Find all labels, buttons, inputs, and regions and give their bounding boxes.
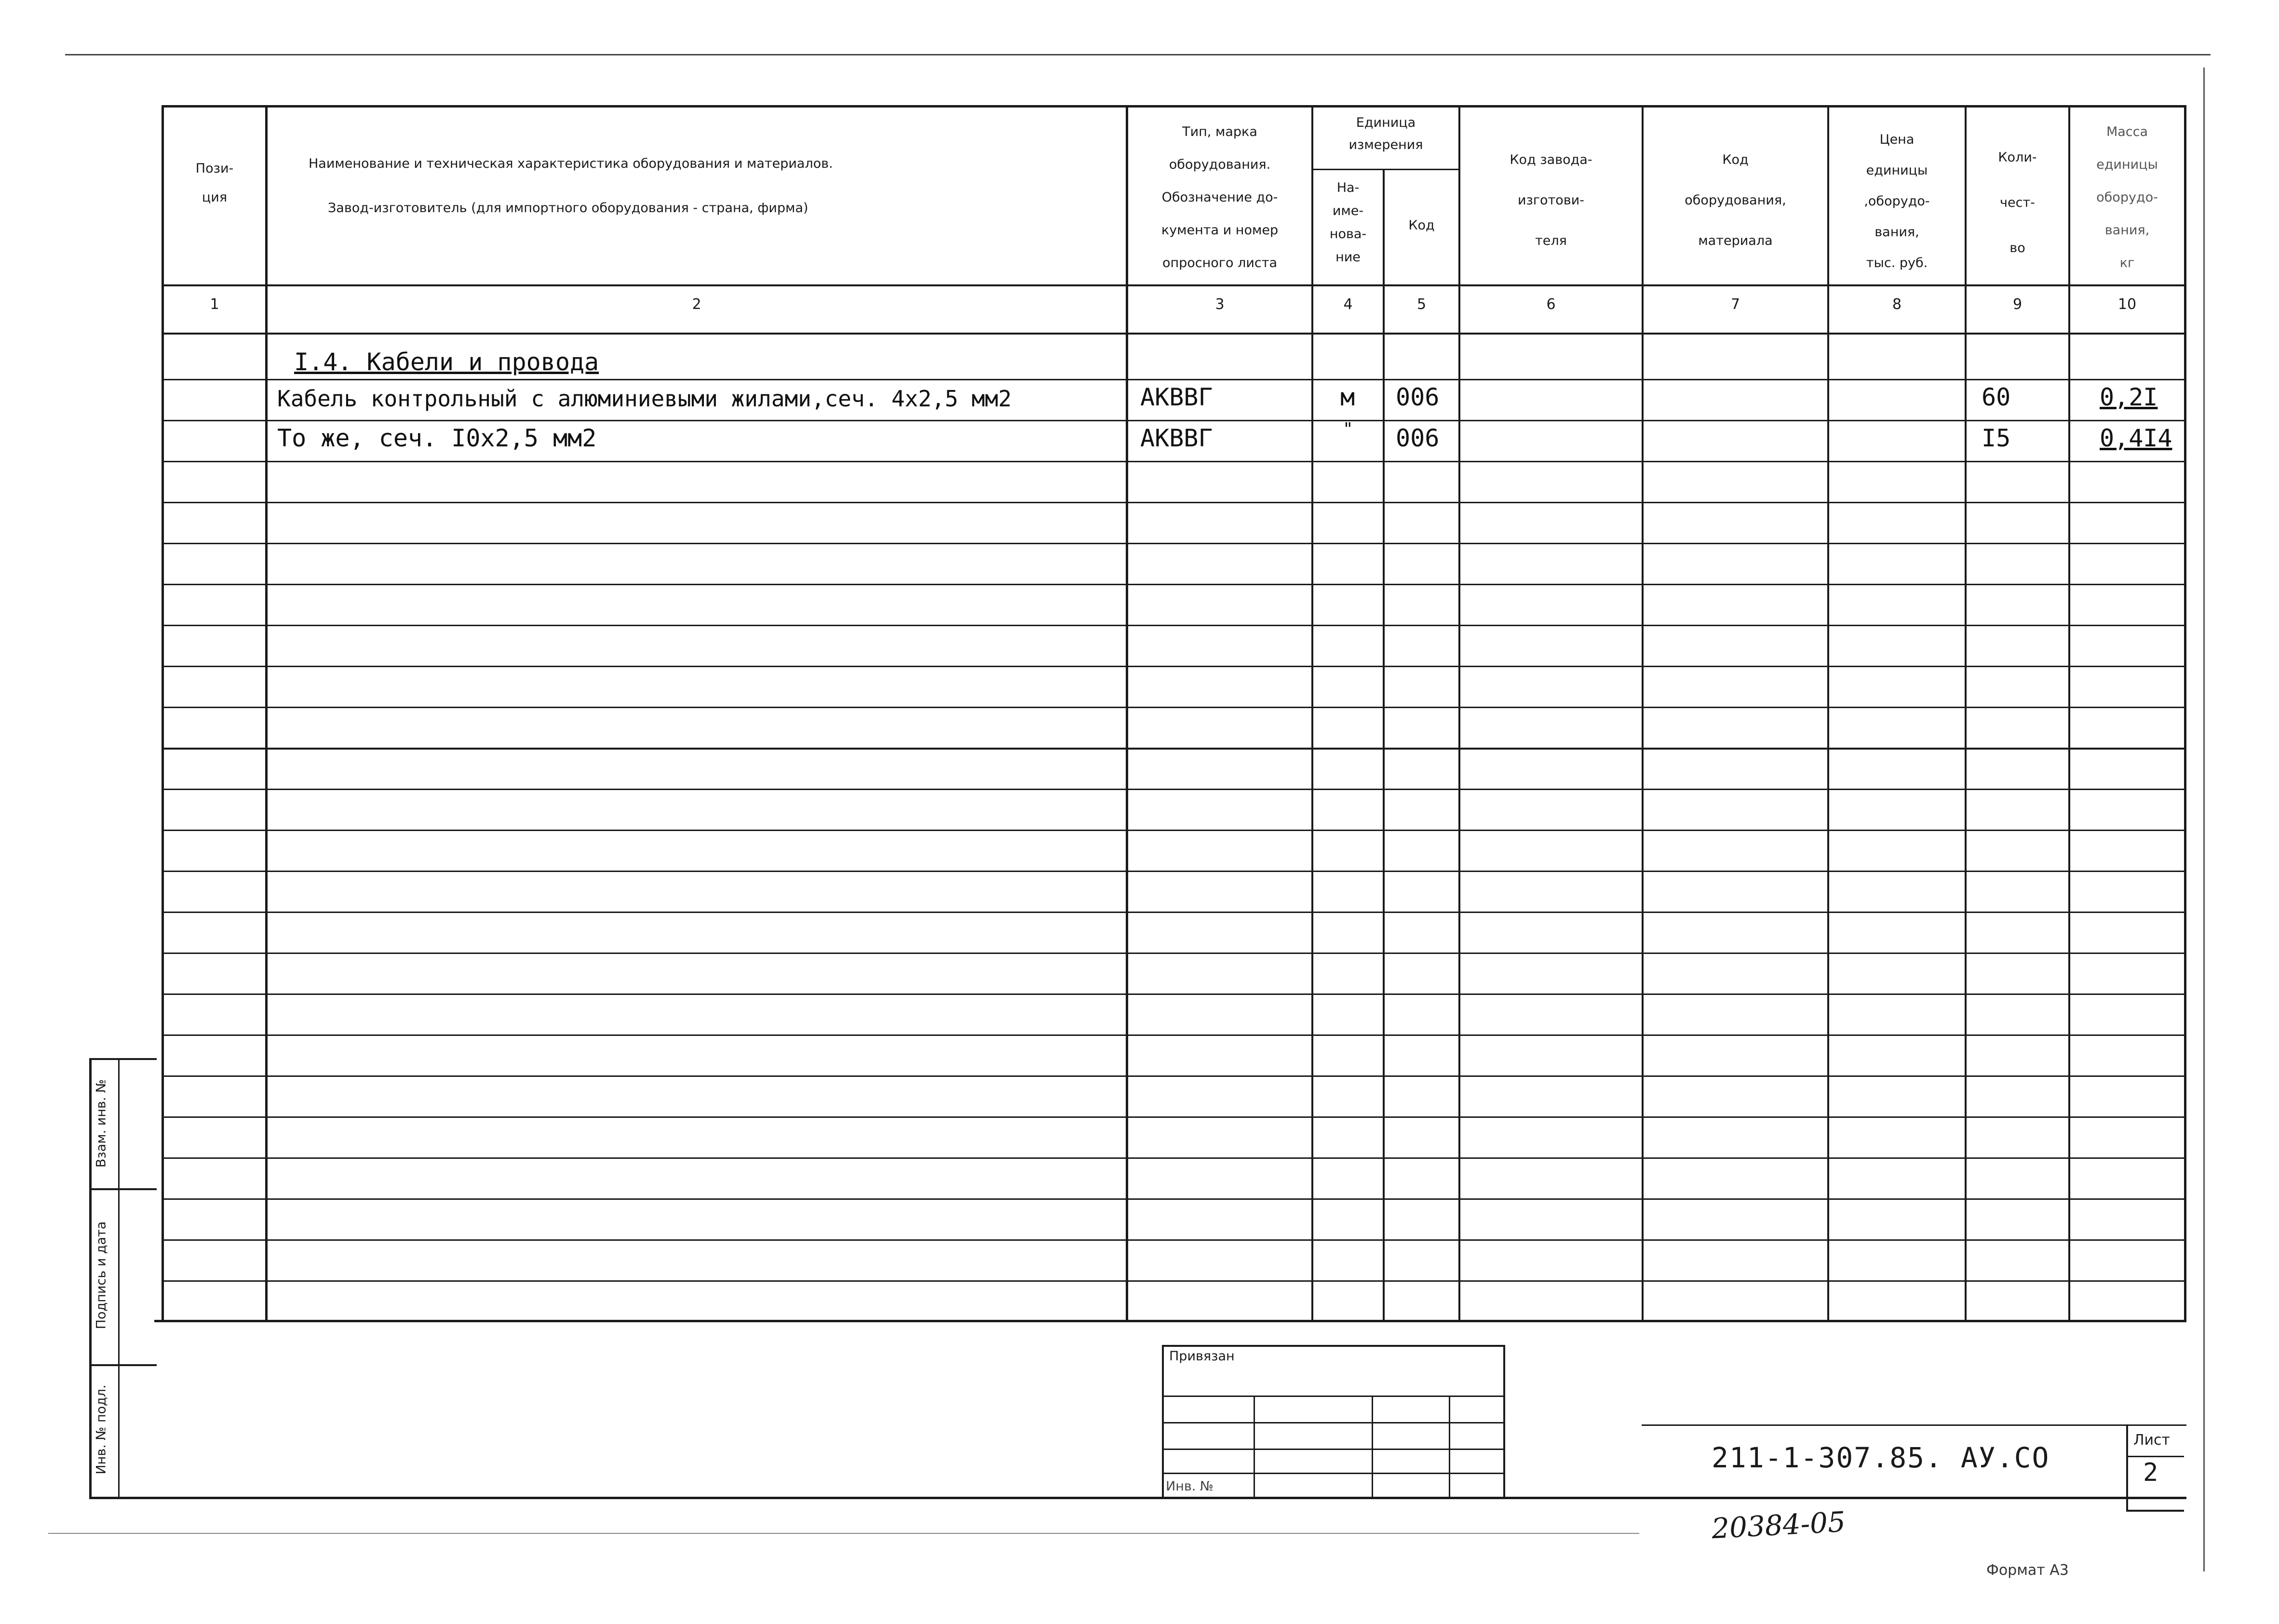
table-row-type: АКВВГ <box>1140 383 1213 411</box>
column-number: 8 <box>1892 296 1902 313</box>
table-row-unit-name: " <box>1343 419 1353 439</box>
column-number: 3 <box>1215 296 1225 313</box>
header-unit: Единица измерения <box>1349 115 1423 152</box>
header-price: Цена единицы ,оборудо- вания, тыс. руб. <box>1864 132 1930 270</box>
table-row-type: АКВВГ <box>1140 424 1213 452</box>
table-row-quantity: I5 <box>1982 424 2011 452</box>
binding-stamp-label: Привязан <box>1169 1349 1235 1364</box>
section-heading: I.4. Кабели и провода <box>294 348 599 376</box>
table-row-mass: 0,4I4 <box>2100 424 2172 452</box>
column-number: 1 <box>210 296 219 313</box>
side-stamp-inv-podl: Инв. № подл. <box>94 1384 109 1475</box>
right-edge-line <box>2203 67 2205 1571</box>
header-position: Пози- ция <box>195 161 234 205</box>
column-number: 2 <box>692 296 701 313</box>
table-row-name: То же, сеч. I0х2,5 мм2 <box>277 424 597 452</box>
header-equipment-code: Код оборудования, материала <box>1685 152 1786 248</box>
binding-stamp-inv-label: Инв. № <box>1166 1479 1214 1494</box>
column-number: 5 <box>1416 296 1427 313</box>
table-row-unit-code: 006 <box>1396 383 1440 411</box>
sheet-label: Лист <box>2133 1432 2171 1449</box>
column-number: 6 <box>1546 296 1556 313</box>
header-manufacturer-code: Код завода- изготови- теля <box>1510 152 1592 248</box>
bottom-frame-line <box>89 1497 2186 1499</box>
column-number: 9 <box>2012 296 2023 313</box>
table-row-quantity: 60 <box>1982 383 2011 411</box>
header-mass: Масса единицы оборудо- вания, кг <box>2096 124 2158 270</box>
document-code: 211-1-307.85. АУ.СО <box>1712 1441 2050 1474</box>
header-name-line1: Наименование и техническая характеристика оборудования и материалов. <box>309 156 833 171</box>
side-stamp-signature-date: Подпись и дата <box>94 1221 109 1329</box>
column-number: 10 <box>2117 296 2137 313</box>
table-row-mass: 0,2I <box>2100 383 2158 411</box>
bottom-edge-line <box>48 1533 1639 1534</box>
column-number: 4 <box>1343 296 1353 313</box>
header-unit-code: Код <box>1408 218 1435 233</box>
header-type: Тип, марка оборудования. Обозначение до- кумента и номер опросного листа <box>1161 124 1279 270</box>
header-unit-name: На- име- нова- ние <box>1329 180 1367 265</box>
title-block-line <box>1642 1424 2186 1426</box>
sheet-number: 2 <box>2143 1458 2158 1487</box>
format-label: Формат А3 <box>1986 1562 2069 1579</box>
table-row-unit-code: 006 <box>1396 424 1440 452</box>
header-quantity: Коли- чест- во <box>1998 150 2037 255</box>
table-row-name: Кабель контрольный с алюминиевыми жилами,сеч. 4х2,5 мм2 <box>277 386 1012 412</box>
scan-edge-line <box>65 54 2211 55</box>
side-stamp-vzam: Взам. инв. № <box>94 1079 109 1168</box>
handwritten-number: 20384-05 <box>1711 1505 1847 1545</box>
header-name-line2: Завод-изготовитель (для импортного оборудования - страна, фирма) <box>328 201 809 215</box>
table-row-unit-name: м <box>1340 383 1355 411</box>
column-number: 7 <box>1730 296 1740 313</box>
